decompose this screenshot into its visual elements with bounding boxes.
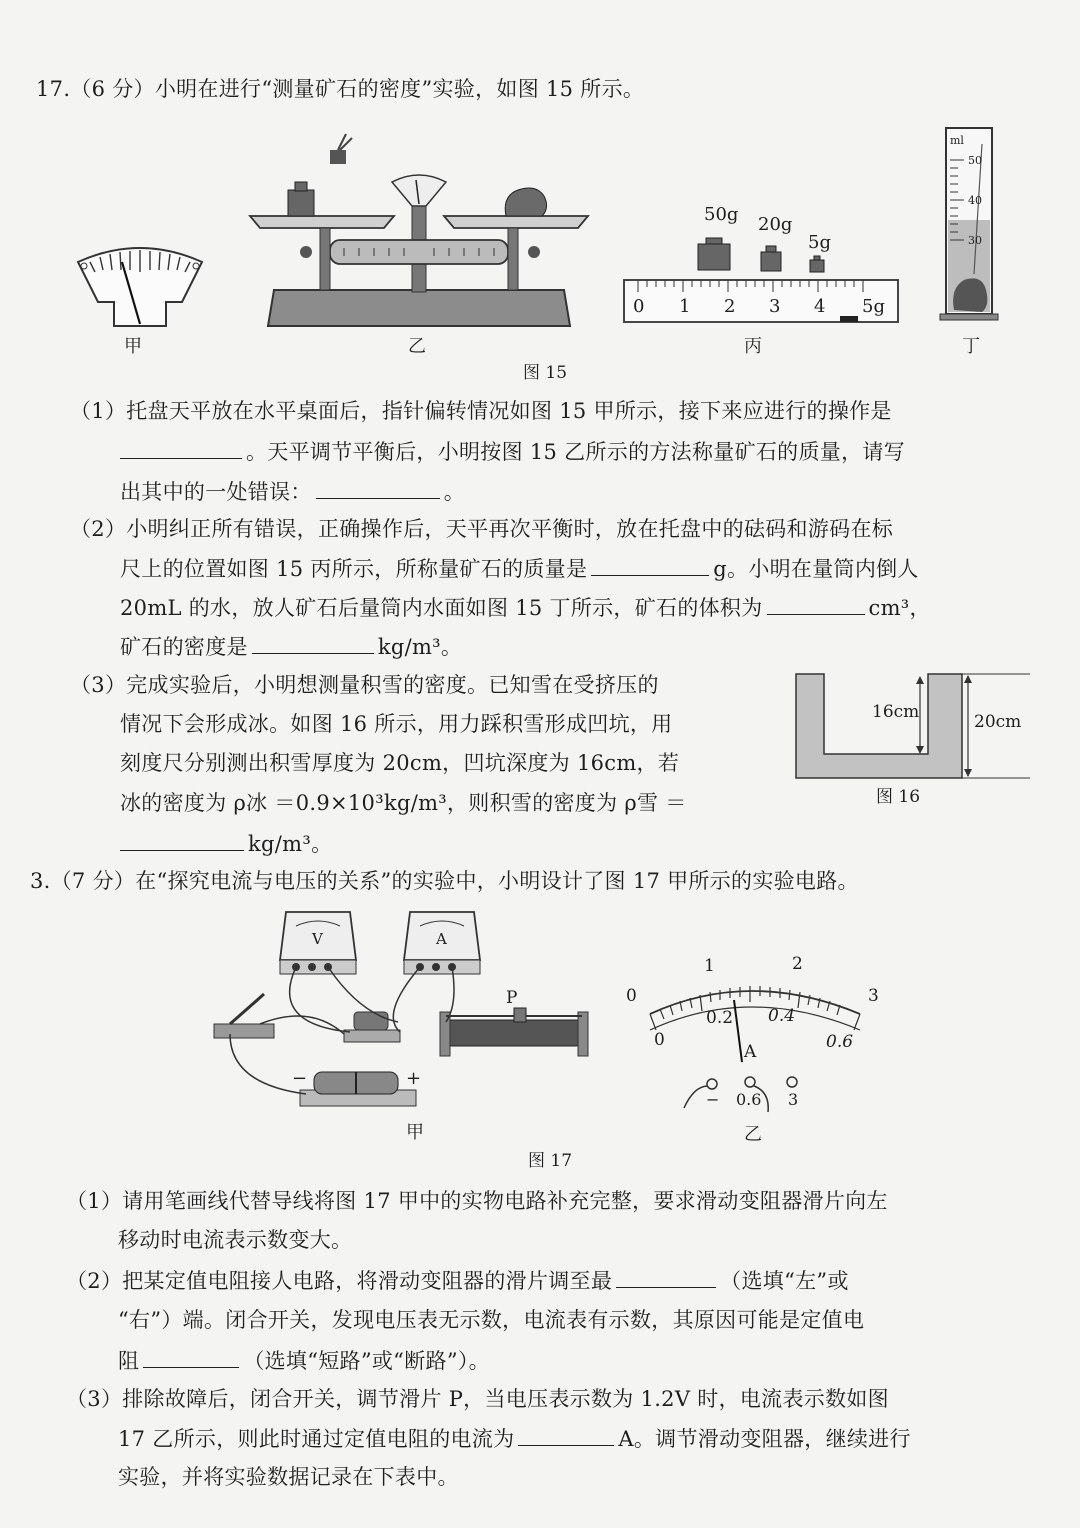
dial-bottom-0.2: 0.2: [706, 1008, 734, 1028]
dial-top-1: 1: [704, 956, 715, 976]
ruler-tick-2: 2: [724, 296, 736, 317]
dial-bottom-0.4: 0.4: [768, 1006, 796, 1026]
rheostat-icon: [440, 1008, 588, 1056]
ruler-tick-3: 3: [769, 296, 781, 317]
tweezers-icon: [330, 134, 352, 164]
switch-icon: [214, 994, 274, 1038]
q17-p3-line5: kg/m³。: [120, 828, 332, 859]
ruler-tick-4: 4: [814, 296, 826, 317]
fig15-caption: 图 15: [523, 363, 568, 383]
weight-20g-icon: [761, 246, 781, 271]
q17-p3-blank-snow-density[interactable]: [120, 828, 244, 851]
battery-plus-label: +: [406, 1068, 422, 1089]
terminal-minus-icon: [707, 1079, 717, 1089]
ammeter-symbol: A: [436, 930, 447, 948]
q17-p3-line1: （3）完成实验后，小明想测量积雪的密度。已知雪在受挤压的: [70, 673, 659, 697]
ruler-tick-0: 0: [633, 296, 645, 317]
q17-p1-blank-operation[interactable]: [120, 436, 242, 459]
fig16-depth-label: 16cm: [872, 702, 920, 722]
cylinder-mark-40: 40: [968, 194, 982, 207]
voltmeter-symbol: V: [312, 930, 323, 948]
ammeter-needle: [734, 1000, 742, 1062]
q17-p2-line1: （2）小明纠正所有错误，正确操作后，天平再次平衡时，放在托盘中的砝码和游码在标: [70, 517, 894, 541]
fig17-caption: 图 17: [528, 1151, 573, 1171]
rock-icon: [505, 188, 546, 216]
ruler-tick-1: 1: [679, 296, 691, 317]
fig15-yi-balance: [244, 130, 594, 335]
rider: [840, 316, 858, 322]
weight-label-5g: 5g: [808, 232, 831, 253]
fig17-label-yi: 乙: [744, 1124, 762, 1145]
q18-p3-line3: 实验，并将实验数据记录在下表中。: [118, 1465, 459, 1489]
dial-bottom-0.6: 0.6: [826, 1032, 854, 1052]
q17-title: 17.（6 分）小明在进行“测量矿石的密度”实验，如图 15 所示。: [36, 77, 645, 101]
battery-minus-label: −: [292, 1068, 308, 1089]
q18-p2-line1: （2）把某定值电阻接人电路，将滑动变阻器的滑片调至最 （选填“左”或: [66, 1265, 849, 1296]
q17-p3-line2: 情况下会形成冰。如图 16 所示，用力踩积雪形成凹坑，用: [120, 712, 673, 736]
q18-p3-line2: 17 乙所示，则此时通过定值电阻的电流为 A。调节滑动变阻器，继续进行: [118, 1423, 911, 1454]
fig15-label-bing: 丙: [744, 336, 762, 357]
terminal-3-label: 3: [788, 1090, 799, 1109]
q18-p2-line3: 阻 （选填“短路”或“断路”）。: [118, 1345, 490, 1376]
q18-p1-line1: （1）请用笔画线代替导线将图 17 甲中的实物电路补充完整，要求滑动变阻器滑片向左: [66, 1189, 888, 1213]
fig17-yi-ammeter-dial: [620, 952, 890, 1122]
fig15-bing: [622, 200, 902, 330]
dial-top-0: 0: [626, 986, 637, 1006]
resistor-icon: [344, 1012, 400, 1042]
fig16-thickness-label: 20cm: [974, 712, 1022, 732]
cylinder-unit: ml: [950, 134, 964, 147]
dial-top-2: 2: [792, 954, 803, 974]
q17-p3-line3: 刻度尺分别测出积雪厚度为 20cm，凹坑深度为 16cm，若: [120, 751, 680, 775]
terminal-0.6-icon: [745, 1077, 755, 1087]
q18-title: 3.（7 分）在“探究电流与电压的关系”的实验中，小明设计了图 17 甲所示的实验电路。: [30, 869, 859, 893]
terminal-3-icon: [787, 1077, 797, 1087]
q17-p2-blank-volume[interactable]: [767, 592, 865, 615]
q18-p3-line1: （3）排除故障后，闭合开关，调节滑片 P，当电压表示数为 1.2V 时，电流表示数如图: [66, 1387, 889, 1411]
fig15-label-ding: 丁: [962, 336, 980, 357]
q17-p2-blank-density[interactable]: [252, 631, 374, 654]
dial-meter-symbol: A: [744, 1042, 757, 1062]
fig16-snow-pit: [794, 672, 1030, 784]
q18-p1-line2: 移动时电流表示数变大。: [118, 1228, 353, 1252]
q17-p2-line3: 20mL 的水，放人矿石后量筒内水面如图 15 丁所示，矿石的体积为 cm³，: [120, 592, 931, 623]
dial-top-3: 3: [868, 986, 879, 1006]
weight-5g-icon: [810, 256, 824, 272]
fig15-label-jia: 甲: [124, 336, 142, 357]
fig17-label-jia: 甲: [406, 1122, 424, 1143]
ruler-tick-5g: 5g: [862, 296, 885, 317]
q17-p2-line2: 尺上的位置如图 15 丙所示，所称量矿石的质量是 g。小明在量筒内倒人: [120, 553, 919, 584]
fig15-label-yi: 乙: [408, 336, 426, 357]
dial-bottom-0: 0: [654, 1030, 665, 1050]
q17-p3-line4: 冰的密度为 ρ冰 ＝0.9×10³kg/m³，则积雪的密度为 ρ雪 ＝: [120, 791, 687, 815]
q17-p1-blank-error[interactable]: [316, 476, 440, 499]
q17-p1-line2: 。天平调节平衡后，小明按图 15 乙所示的方法称量矿石的质量，请写: [120, 436, 905, 467]
fig16-caption: 图 16: [876, 787, 921, 807]
weight-label-20g: 20g: [758, 214, 793, 235]
q18-p2-blank-fault[interactable]: [143, 1345, 239, 1368]
terminal-0.6-label: 0.6: [736, 1090, 762, 1109]
weight-label-50g: 50g: [704, 204, 739, 225]
fig15-jia-pointer-scale: [70, 240, 210, 335]
fig17-jia-circuit: [210, 904, 600, 1114]
q17-p1-line1: （1）托盘天平放在水平桌面后，指针偏转情况如图 15 甲所示，接下来应进行的操作是: [70, 399, 892, 423]
weight-50g-icon: [698, 238, 730, 270]
terminal-minus-label: −: [706, 1090, 720, 1109]
q18-p2-line2: “右”）端。闭合开关，发现电压表无示数，电流表有示数，其原因可能是定值电: [118, 1308, 865, 1332]
q17-p1-line3: 出其中的一处错误： 。: [120, 476, 465, 507]
q17-p2-blank-mass[interactable]: [591, 553, 709, 576]
cylinder-mark-30: 30: [968, 234, 982, 247]
q18-p2-blank-end[interactable]: [616, 1265, 716, 1288]
slider-label-p: P: [506, 988, 518, 1008]
q18-p3-blank-current[interactable]: [518, 1423, 614, 1446]
q17-p2-line4: 矿石的密度是 kg/m³。: [120, 631, 462, 662]
cylinder-mark-50: 50: [968, 154, 982, 167]
battery-icon: [300, 1072, 416, 1106]
fig15-ding-cylinder: [938, 124, 1004, 324]
